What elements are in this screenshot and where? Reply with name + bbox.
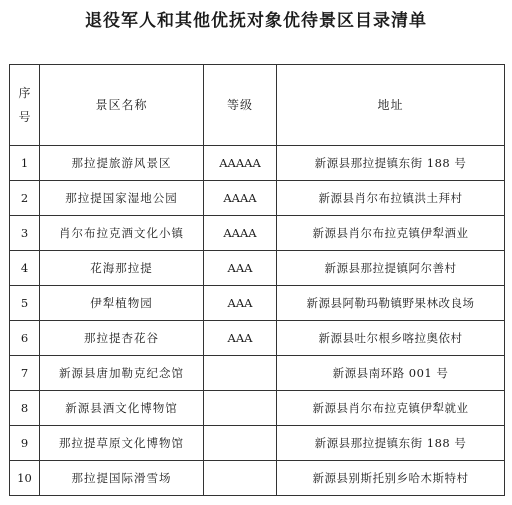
header-seq: 序号 — [10, 65, 40, 146]
cell-grade — [204, 391, 277, 426]
cell-name: 那拉提杏花谷 — [40, 321, 204, 356]
table-row — [10, 391, 505, 426]
document-title: 退役军人和其他优抚对象优待景区目录清单 — [85, 11, 427, 31]
cell-seq: 9 — [10, 426, 40, 461]
cell-grade — [204, 356, 277, 391]
cell-grade: AAA — [204, 286, 277, 321]
cell-grade: AAA — [204, 251, 277, 286]
cell-seq: 5 — [10, 286, 40, 321]
cell-name: 那拉提草原文化博物馆 — [40, 426, 204, 461]
cell-seq: 2 — [10, 181, 40, 216]
cell-name: 那拉提旅游风景区 — [40, 146, 204, 181]
table-row — [10, 426, 505, 461]
cell-grade — [204, 461, 277, 496]
cell-seq: 1 — [10, 146, 40, 181]
cell-name: 新源县唐加勒克纪念馆 — [40, 356, 204, 391]
cell-seq: 10 — [10, 461, 40, 496]
table-row — [10, 286, 505, 321]
cell-grade: AAAA — [204, 181, 277, 216]
cell-address: 新源县吐尔根乡喀拉奥依村 — [277, 321, 505, 356]
cell-seq: 3 — [10, 216, 40, 251]
cell-grade: AAAA — [204, 216, 277, 251]
cell-address: 新源县阿勒玛勒镇野果林改良场 — [277, 286, 505, 321]
cell-name: 那拉提国际滑雪场 — [40, 461, 204, 496]
cell-address: 新源县那拉提镇东街 188 号 — [277, 146, 505, 181]
cell-address: 新源县别斯托别乡哈木斯特村 — [277, 461, 505, 496]
table-header-row — [10, 65, 505, 146]
table-row — [10, 216, 505, 251]
cell-address: 新源县那拉提镇东街 188 号 — [277, 426, 505, 461]
cell-name: 伊犁植物园 — [40, 286, 204, 321]
cell-address: 新源县肖尔布拉克镇伊犁酒业 — [277, 216, 505, 251]
scenic-area-table — [9, 64, 505, 496]
table-row — [10, 356, 505, 391]
cell-grade: AAA — [204, 321, 277, 356]
cell-grade — [204, 426, 277, 461]
cell-address: 新源县南环路 001 号 — [277, 356, 505, 391]
cell-address: 新源县肖尔布拉镇洪土拜村 — [277, 181, 505, 216]
cell-name: 那拉提国家湿地公园 — [40, 181, 204, 216]
cell-grade: AAAAA — [204, 146, 277, 181]
header-grade: 等级 — [204, 65, 277, 146]
table-row — [10, 321, 505, 356]
table-row — [10, 146, 505, 181]
cell-seq: 8 — [10, 391, 40, 426]
header-address: 地址 — [277, 65, 505, 146]
header-name: 景区名称 — [40, 65, 204, 146]
cell-seq: 7 — [10, 356, 40, 391]
table-row — [10, 181, 505, 216]
cell-address: 新源县那拉提镇阿尔善村 — [277, 251, 505, 286]
table-row — [10, 461, 505, 496]
table-row — [10, 251, 505, 286]
cell-seq: 6 — [10, 321, 40, 356]
cell-seq: 4 — [10, 251, 40, 286]
cell-name: 花海那拉提 — [40, 251, 204, 286]
cell-name: 肖尔布拉克酒文化小镇 — [40, 216, 204, 251]
cell-name: 新源县酒文化博物馆 — [40, 391, 204, 426]
cell-address: 新源县肖尔布拉克镇伊犁就业 — [277, 391, 505, 426]
